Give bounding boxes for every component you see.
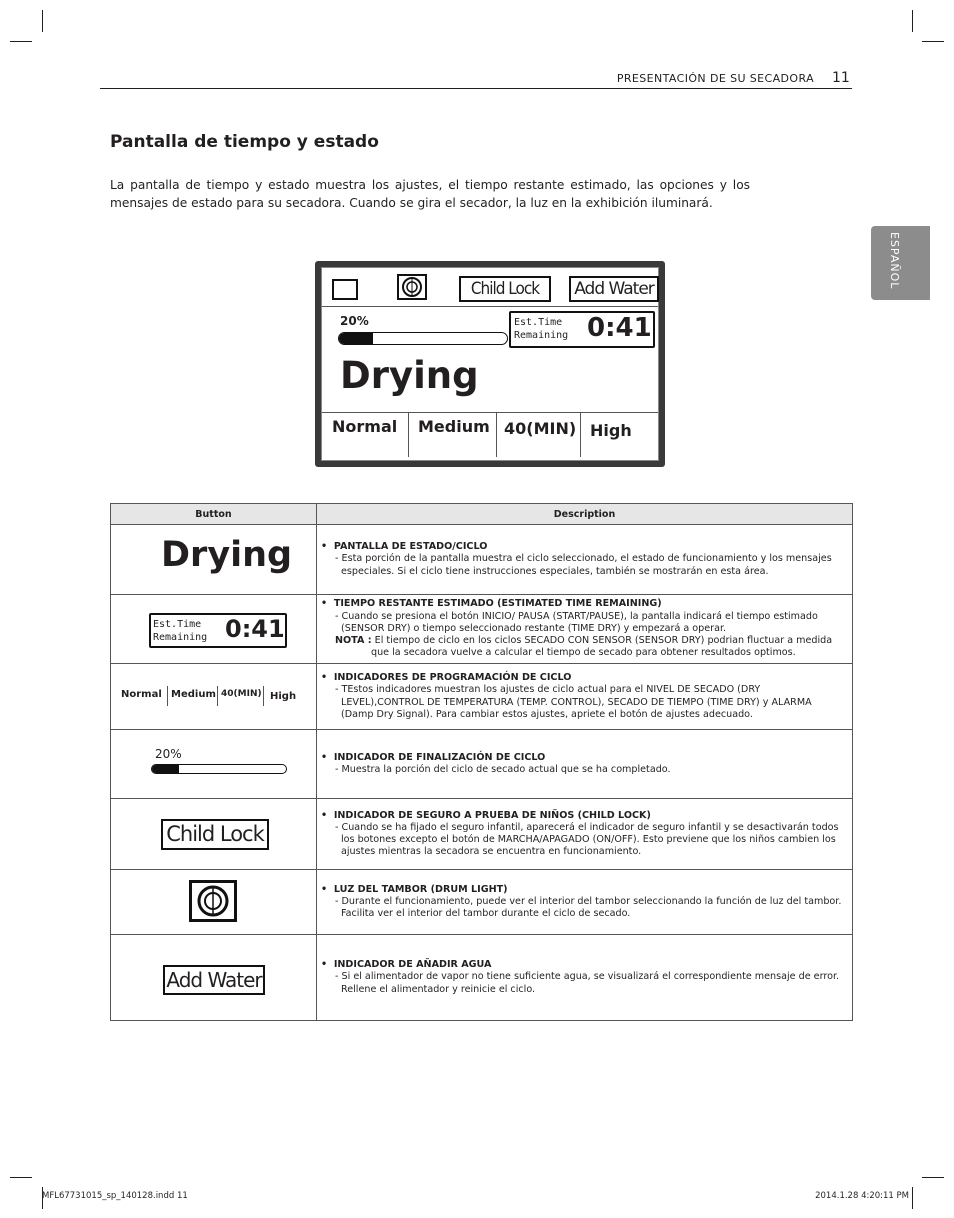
- table-header-row: [111, 504, 853, 525]
- description-title: • LUZ DEL TAMBOR (DRUM LIGHT): [321, 883, 508, 895]
- description-cell: [317, 664, 853, 730]
- est-time-line2: Remaining: [153, 632, 208, 643]
- option-divider: [217, 686, 218, 706]
- time-remaining-value: 0:41: [225, 615, 285, 643]
- option-divider: [408, 413, 409, 457]
- progress-bar: [151, 764, 287, 774]
- status-text: Drying: [340, 354, 479, 397]
- description-text: - Si el alimentador de vapor no tiene suficiente agua, se visualizará el correspondiente mensaje de error. Rellene el alimentador y reinicie el ciclo.: [335, 971, 840, 995]
- est-time-label: [514, 316, 568, 342]
- running-header: PRESENTACIÓN DE SU SECADORA: [616, 72, 814, 85]
- add-water-indicator: Add Water: [569, 276, 659, 302]
- status-text-sample: Drying: [161, 535, 293, 575]
- description-cell: [317, 799, 853, 870]
- display-screen: [321, 267, 659, 461]
- crop-mark: [912, 10, 913, 32]
- description-title: • INDICADOR DE FINALIZACIÓN DE CICLO: [321, 751, 546, 763]
- est-time-line1: Est.Time: [514, 317, 563, 328]
- description-title: • INDICADOR DE SEGURO A PRUEBA DE NIÑOS (CHILD LOCK): [321, 809, 651, 821]
- crop-mark: [10, 1177, 32, 1178]
- time-remaining-sample: [149, 613, 287, 648]
- time-remaining-value: 0:41: [587, 313, 652, 343]
- option-temperature: Medium: [171, 689, 216, 700]
- language-tab-label: ESPAÑOL: [888, 232, 901, 290]
- progress-bar: [338, 332, 508, 345]
- option-time: 40(MIN): [504, 419, 577, 438]
- drum-light-icon: [397, 274, 427, 300]
- option-temperature: Medium: [418, 417, 490, 436]
- option-time: 40(MIN): [221, 689, 262, 699]
- table-row: [111, 525, 853, 595]
- button-illustration: [111, 664, 317, 730]
- est-time-label: [153, 618, 207, 644]
- option-divider: [580, 413, 581, 457]
- table-row: [111, 870, 853, 935]
- option-dry-level: Normal: [332, 417, 398, 436]
- description-cell: [317, 595, 853, 664]
- cycle-options-row: [322, 412, 658, 457]
- button-illustration: [111, 525, 317, 595]
- description-text: - Cuando se presiona el botón INICIO/ PAUSA (START/PAUSE), la pantalla indicará el tiempo estimado (SENSOR DRY) o tiempo seleccionado restante (TIME DRY) y empezará a operar.: [335, 610, 818, 634]
- est-time-line1: Est.Time: [153, 619, 202, 630]
- button-illustration: [111, 595, 317, 664]
- note-label: NOTA :: [335, 635, 372, 647]
- blank-indicator-icon: [332, 279, 358, 300]
- description-cell: [317, 525, 853, 595]
- child-lock-sample: Child Lock: [161, 819, 269, 850]
- description-note: NOTA : El tiempo de ciclo en los ciclos SECADO CON SENSOR (SENSOR DRY) podrian fluctuar a medida que la secadora vuelve a calcular el tiempo de secado para obtener resultados optimos.: [335, 635, 833, 659]
- est-time-line2: Remaining: [514, 330, 569, 341]
- cycle-options-sample: [117, 686, 307, 706]
- crop-mark: [912, 1187, 913, 1209]
- column-header-description: Description: [317, 504, 853, 525]
- table-row: [111, 595, 853, 664]
- intro-paragraph: La pantalla de tiempo y estado muestra los ajustes, el tiempo restante estimado, las opciones y los mensajes de estado para su secadora. Cuando se gira el secador, la luz en la exhibición iluminará.: [110, 178, 750, 210]
- header-rule: [100, 88, 852, 89]
- display-icon-row: [322, 268, 658, 307]
- table-row: [111, 664, 853, 730]
- page-number: 11: [832, 70, 850, 86]
- option-divider: [263, 686, 264, 706]
- crop-mark: [922, 1177, 944, 1178]
- language-tab: [871, 226, 930, 300]
- description-title: • TIEMPO RESTANTE ESTIMADO (ESTIMATED TIME REMAINING): [321, 598, 662, 610]
- progress-fill: [339, 333, 373, 344]
- crop-mark: [10, 41, 32, 42]
- description-title: • INDICADOR DE AÑADIR AGUA: [321, 959, 492, 971]
- description-cell: [317, 730, 853, 799]
- description-title: • INDICADORES DE PROGRAMACIÓN DE CICLO: [321, 672, 572, 684]
- child-lock-indicator: Child Lock: [459, 276, 551, 302]
- status-display: [315, 261, 665, 467]
- button-illustration: [111, 730, 317, 799]
- description-text: - Esta porción de la pantalla muestra el ciclo seleccionado, el estado de funcionamiento y los mensajes especiales. Si el ciclo tiene instrucciones especiales, también se mostrarán en esta área.: [335, 553, 832, 577]
- table-row: [111, 730, 853, 799]
- crop-mark: [922, 41, 944, 42]
- section-title: Pantalla de tiempo y estado: [110, 132, 379, 152]
- table-row: [111, 935, 853, 1021]
- button-description-table: [110, 503, 853, 1021]
- option-divider: [167, 686, 168, 706]
- drum-light-icon: [189, 880, 237, 922]
- option-dry-level: Normal: [121, 689, 162, 700]
- option-divider: [496, 413, 497, 457]
- footer-timestamp: 2014.1.28 4:20:11 PM: [815, 1191, 909, 1201]
- button-illustration: [111, 935, 317, 1021]
- column-header-button: Button: [111, 504, 317, 525]
- description-cell: [317, 870, 853, 935]
- table-row: [111, 799, 853, 870]
- button-illustration: [111, 870, 317, 935]
- description-text: - Cuando se ha fijado el seguro infantil, aparecerá el indicador de seguro infantil y se desactivarán todos los botones excepto el botón de MARCHA/APAGADO (ON/OFF). Esto previene que los niños cambien los ajustes mientras la secadora se encuentra en funcionamiento.: [335, 821, 839, 858]
- option-signal: High: [270, 691, 297, 702]
- time-remaining-box: [509, 311, 655, 348]
- description-cell: [317, 935, 853, 1021]
- crop-mark: [42, 10, 43, 32]
- progress-percent: 20%: [155, 747, 182, 761]
- footer-file-info: MFL67731015_sp_140128.indd 11: [42, 1191, 188, 1201]
- progress-fill: [152, 765, 179, 773]
- description-text: - TEstos indicadores muestran los ajustes de ciclo actual para el NIVEL DE SECADO (DRY LEVEL),CONTROL DE TEMPERATURA (TEMP. CONTROL), SECADO DE TIEMPO (TIME DRY) y ALARMA (Damp Dry Signal). Para cambiar estos ajustes, apriete el botón de ajustes adecuado.: [335, 684, 812, 720]
- button-illustration: [111, 799, 317, 870]
- progress-percent: 20%: [340, 314, 369, 328]
- description-text: - Durante el funcionamiento, puede ver el interior del tambor seleccionando la función de luz del tambor. Facilita ver el interior del tambor durante el ciclo de secado.: [335, 895, 842, 920]
- option-signal: High: [590, 421, 632, 440]
- add-water-sample: Add Water: [163, 965, 265, 995]
- description-title: • PANTALLA DE ESTADO/CICLO: [321, 541, 488, 553]
- description-text: - Muestra la porción del ciclo de secado actual que se ha completado.: [335, 764, 671, 775]
